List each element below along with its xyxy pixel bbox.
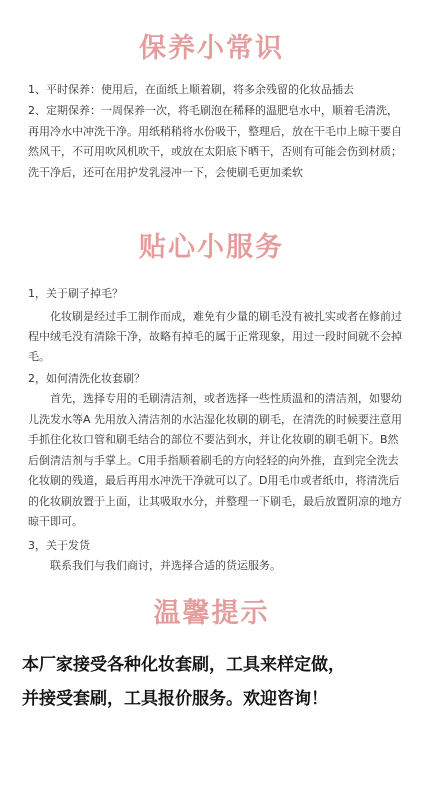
question-3: 3，关于发货 bbox=[28, 539, 90, 552]
tips-title: 温馨提示 bbox=[153, 598, 270, 629]
tips-line-2: 并接受套刷，工具报价服务。欢迎咨询！ bbox=[22, 689, 328, 709]
service-title: 贴心小服务 bbox=[139, 232, 284, 263]
question-1: 1，关于刷子掉毛？ bbox=[28, 287, 123, 300]
care-paragraph-1: 1、平时保养：使用后，在面纸上顺着刷，将多余残留的化妆品插去 bbox=[28, 83, 354, 96]
answer-1: 化妆刷是经过手工制作而成，难免有少量的刷毛没有被扎实或者在修前过程中绒毛没有清除干净，故略有掉毛的属于正常现象，用过一段时间就不会掉毛。 bbox=[28, 310, 402, 363]
care-paragraph-2: 2、定期保养：一周保养一次，将毛刷泡在稀释的温肥皂水中，顺着毛清洗，再用冷水中冲洗干净。用纸稍稍将水份吸干，整理后，放在干毛巾上晾干要自然风干，不可用吹风机吹干，或放在太阳底下晒干，否则有可能会伤到材质；洗干净后，还可在用护发乳浸冲一下，会使刷毛更加柔软 bbox=[28, 104, 402, 179]
question-2: 2，如何清洗化妆套刷？ bbox=[28, 372, 145, 385]
tips-line-1: 本厂家接受各种化妆套刷，工具来样定做， bbox=[22, 655, 345, 675]
care-title: 保养小常识 bbox=[139, 33, 284, 64]
answer-3: 联系我们与我们商讨，并选择合适的货运服务。 bbox=[50, 559, 281, 572]
answer-2: 首先，选择专用的毛刷清洁剂，或者选择一些性质温和的清洁剂，如婴幼儿洗发水等A 先用放入清洁剂的水沾湿化妆刷的刷毛，在清洗的时候要注意用手抓住化妆口管和刷毛结合的部位不要沾到水，并让化妆刷的刷毛朝下。B然后倒清洁剂与手掌上。C用手指顺着刷毛的方向轻轻的向外推，直到完全洗去化妆刷的残道，最后再用水冲洗干净就可以了。D用毛巾或者纸巾，将清洗后的化妆刷放置于上面，让其吸取水分，并整理一下刷毛，最后放置阴凉的地方晾干即可。 bbox=[28, 392, 403, 528]
